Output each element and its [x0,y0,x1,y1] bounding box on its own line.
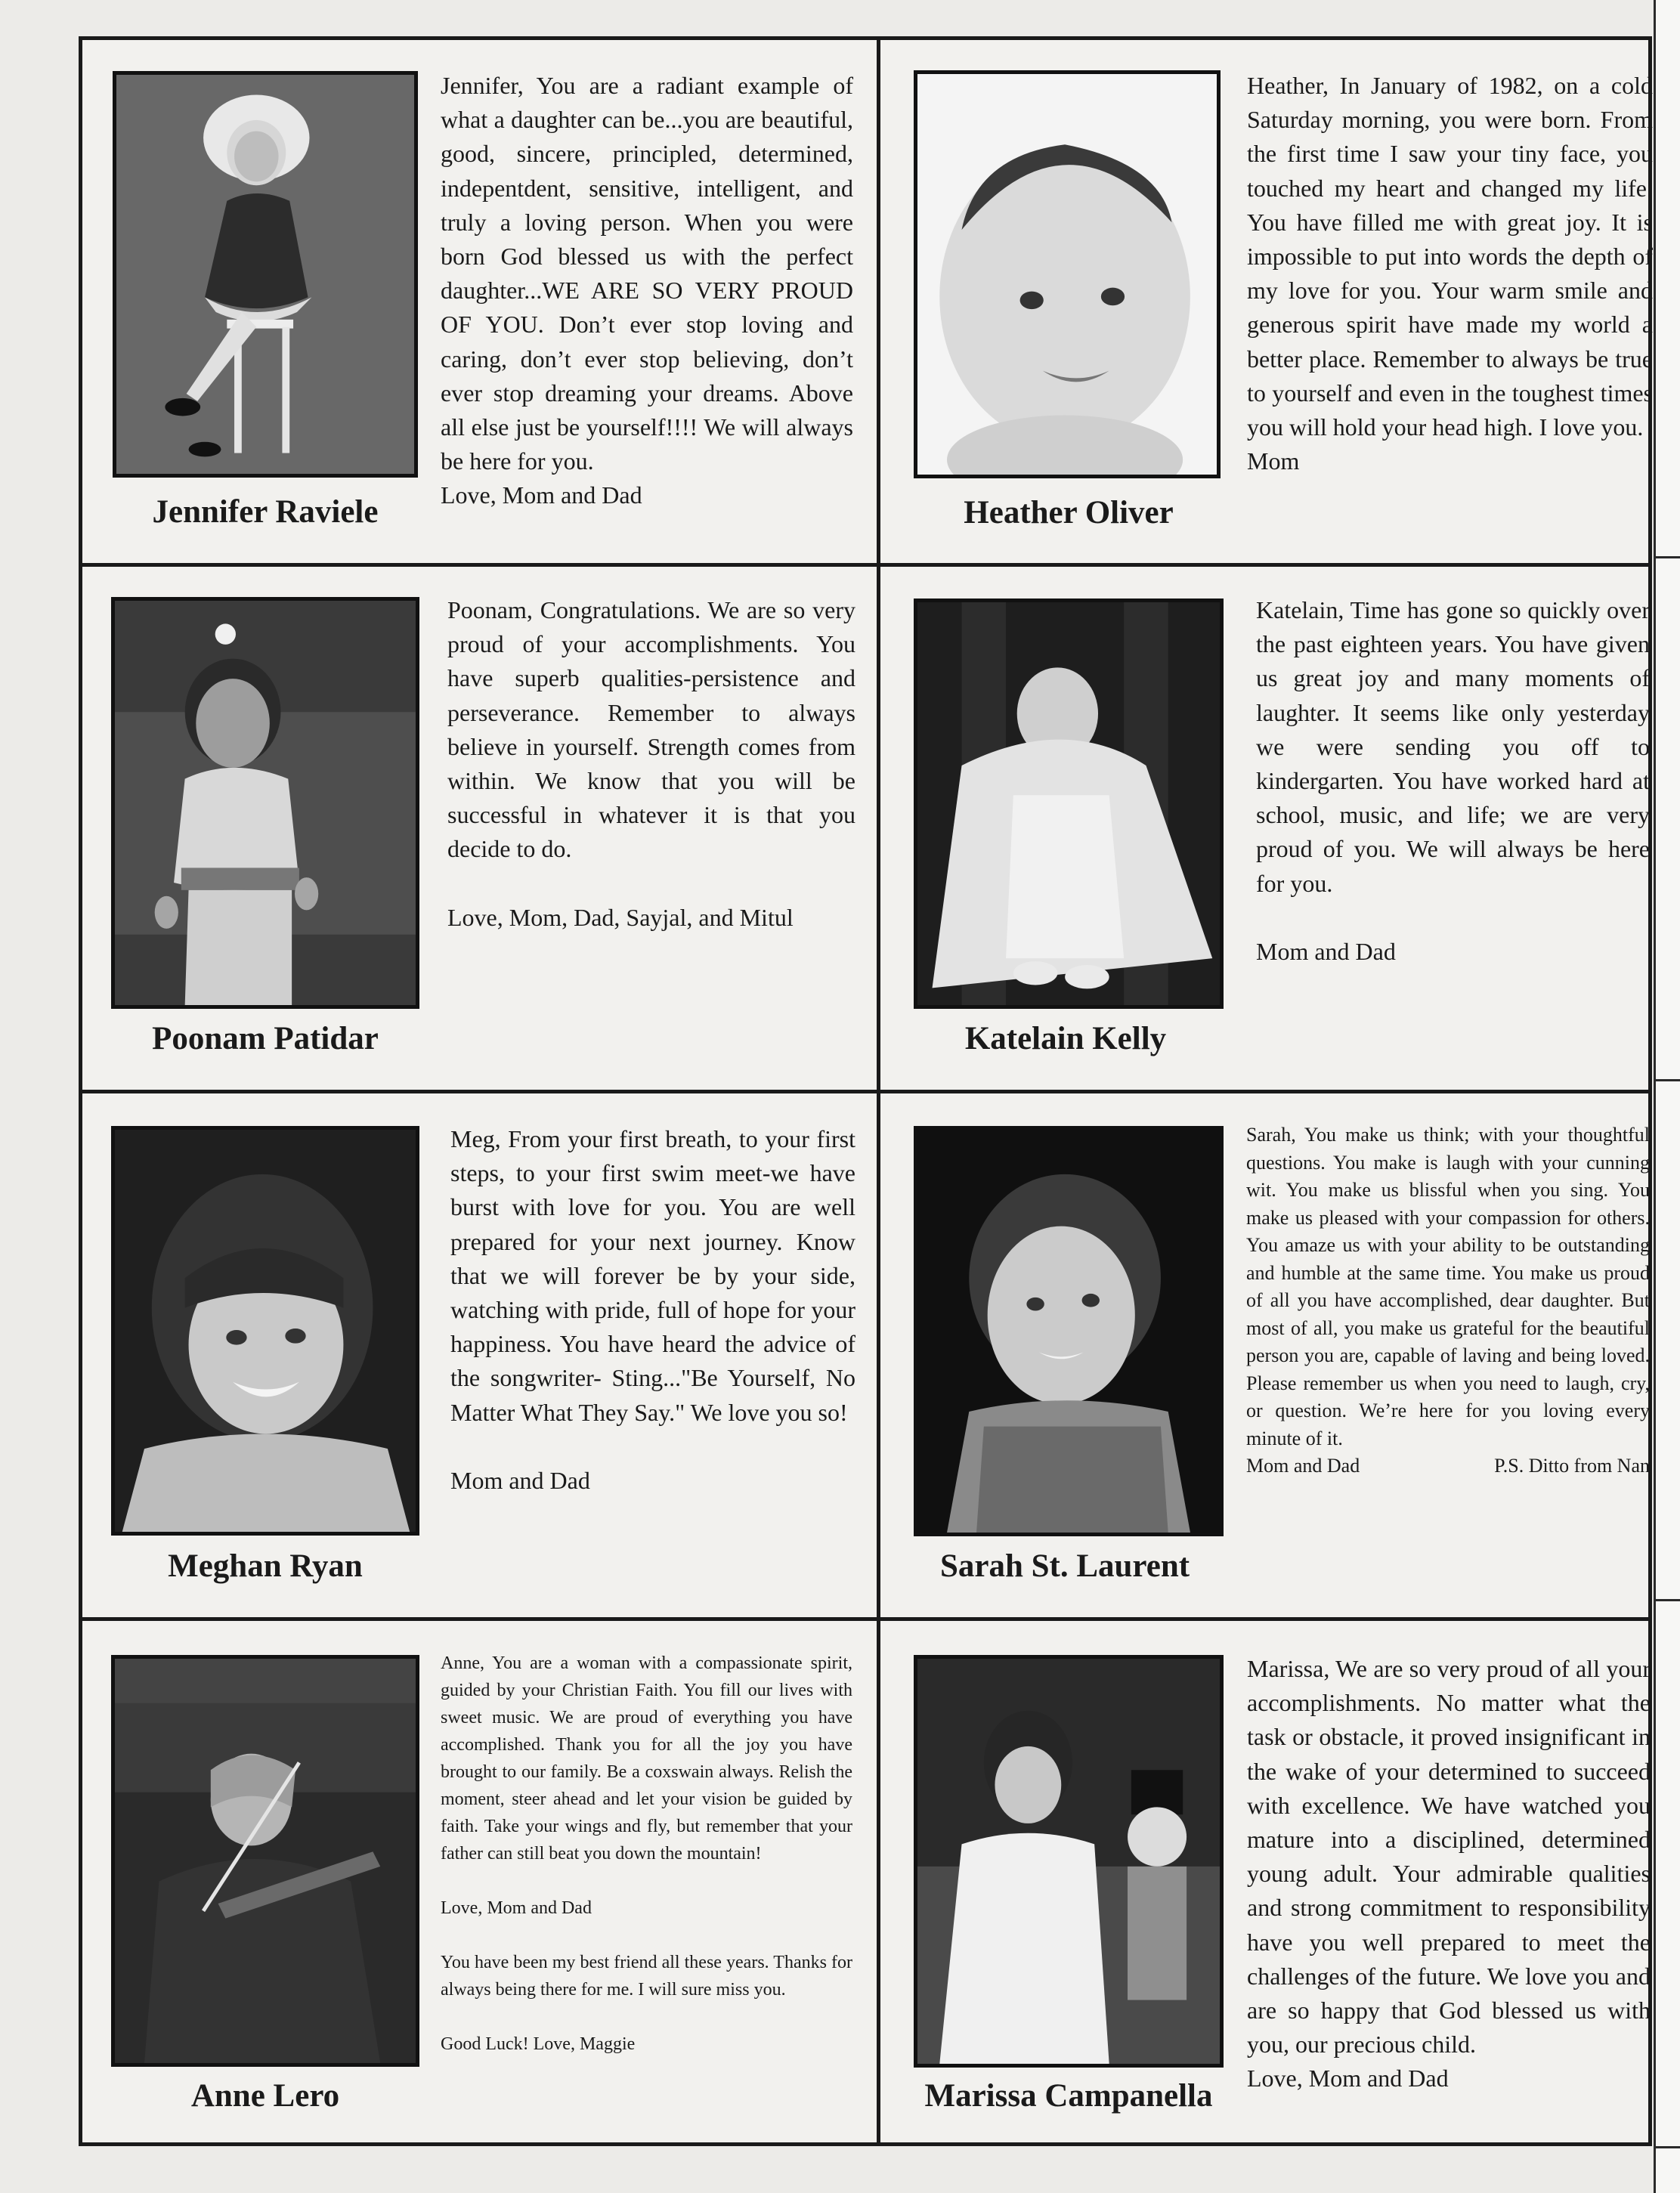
message-signature: Mom [1247,447,1300,475]
message-signature: Love, Mom and Dad [1247,2065,1449,2092]
message-signature: Mom and Dad [1256,937,1396,965]
portrait-photo [111,1655,419,2067]
message-signature: Love, Mom and Dad [441,481,642,509]
message-text: Marissa, We are so very proud of all your accomplishments. No matter what the task or obstacle, it proved insignificant in the wake of your determined to succeed with excellence. We have watched you mature into a disciplined, determined young adult. Your admirable qualities and strong commitment to responsibility have you well prepared to meet the challenges of the future. We love you and are so happy that God blessed us with you, our precious child. [1247,1655,1651,2058]
student-name: Jennifer Raviele [152,494,379,530]
tribute-message [1246,1121,1650,1480]
student-name: Anne Lero [190,2078,340,2114]
message-text: Katelain, Time has gone so quickly over the past eighteen years. You have given us great joy and many moments of laughter. It seems like only yesterday we were sending you off to kindergarten. You have worked hard at school, music, and life; we are very proud of you. We will always be here for you. [1256,596,1650,897]
student-name: Heather Oliver [964,495,1174,530]
portrait-photo [113,71,418,478]
row-divider [82,563,1648,567]
student-name: Katelain Kelly [964,1021,1167,1056]
message-postscript: P.S. Ditto from Nan [1494,1455,1650,1477]
portrait-photo [914,1655,1224,2068]
message-text: Sarah, You make us think; with your thoughtful questions. You make is laugh with your cunning wit. You make us blissful when you sing. You make us pleased with your compassion for others. You amaze us with your ability to be outstanding and humble at the same time. You make us proud of all you have accomplished, dear daughter. But most of all, you make us grateful for the beautiful person you are, capable of laving and being loved. Please remember us when you need to laugh, cry, or question. We’re here for you loving every minute of it. [1246,1124,1650,1449]
message-text: Heather, In January of 1982, on a cold Saturday morning, you were born. From the first time I saw your tiny face, you touched my heart and changed my life. You have filled me with great joy. It is impossible to put into words the depth of my love for you. Your warm smile and generous spirit have made my world a better place. Remember to always be true to yourself and even in the toughest times you will hold your head high. I love you. [1247,72,1653,441]
tribute-message [1256,593,1650,969]
student-name: Meghan Ryan [168,1548,363,1584]
row-divider [82,1617,1648,1621]
portrait-photo [111,1126,419,1536]
message-text: Anne, You are a woman with a compassionate spirit, guided by your Christian Faith. You fill our lives with sweet music. We are proud of everything you have accomplished. Thank you for all the joy you have brought to our family. Be a coxswain always. Relish the moment, steer ahead and let your vision be guided by faith. Take your wings and fly, but remember that your father can still beat you down the mountain! [441,1653,852,1864]
tribute-message [1247,1652,1651,2096]
student-name: Sarah St. Laurent [939,1548,1190,1584]
tribute-message [450,1122,855,1498]
message-signature-2: Good Luck! Love, Maggie [441,2034,636,2054]
tribute-message [1247,69,1653,478]
portrait-photo [914,599,1224,1009]
message-text-2: You have been my best friend all these years. Thanks for always being there for me. I will sure miss you. [441,1953,852,2000]
message-signature: Mom and Dad [1246,1455,1360,1477]
tribute-message [447,593,855,935]
portrait-photo [111,597,419,1009]
message-signature: Love, Mom, Dad, Sayjal, and Mitul [447,903,794,931]
message-text: Jennifer, You are a radiant example of what a daughter can be...you are beautiful, good, sincere, principled, determined, indepentdent, sensitive, intelligent, and truly a loving person. When you were born God blessed us with the perfect daughter...WE ARE SO VERY PROUD OF YOU. Don’t ever stop loving and caring, don’t ever stop believing, don’t ever stop dreaming your dreams. Above all else just be yourself!!!! We will always be here for you. [441,72,853,475]
tribute-grid [79,36,1652,2146]
message-signature: Love, Mom and Dad [441,1898,592,1918]
page-edge [1654,0,1680,2193]
message-text: Poonam, Congratulations. We are so very proud of your accomplishments. You have superb qualities-persistence and perseverance. Remember to always believe in yourself. Strength comes from within. We know that you will be successful in whatever it is that you decide to do. [447,596,855,863]
message-text: Meg, From your first breath, to your first steps, to your first swim meet-we have burst with love for you. You are well prepared for your next journey. Know that we will forever be by your side, watching with pride, full of hope for your happiness. You have heard the advice of the songwriter- Sting..."Be Yourself, No Matter What They Say." We love you so! [450,1125,855,1426]
tribute-message [441,1650,852,2058]
portrait-photo [914,1126,1224,1536]
student-name: Poonam Patidar [152,1021,379,1056]
row-divider [82,1090,1648,1093]
message-signature: Mom and Dad [450,1466,590,1494]
tribute-message [441,69,853,513]
student-name: Marissa Campanella [924,2078,1213,2114]
portrait-photo [914,70,1221,478]
